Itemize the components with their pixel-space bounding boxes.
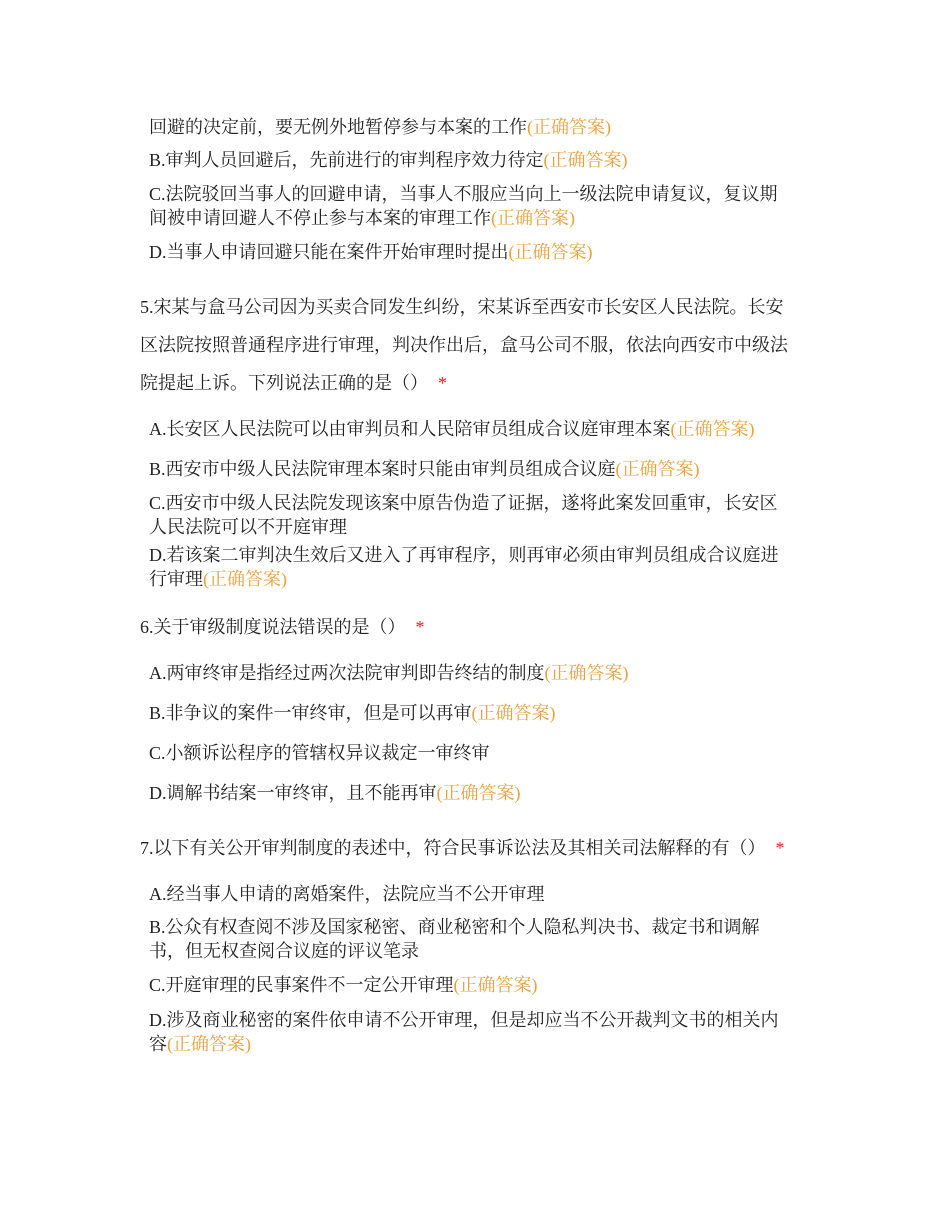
prev-option-c-line1[interactable] — [149, 182, 778, 206]
option-text: 行审理 — [149, 569, 203, 589]
question-text: 6.关于审级制度说法错误的是（） — [140, 617, 406, 637]
correct-answer-tag: (正确答案) — [167, 1034, 251, 1054]
q6-option-a[interactable] — [149, 661, 629, 685]
correct-answer-tag: (正确答案) — [544, 663, 629, 683]
q5-option-c-line1[interactable] — [149, 491, 778, 515]
correct-answer-tag: (正确答案) — [471, 703, 556, 723]
q7-option-b-line1[interactable] — [149, 915, 760, 939]
option-text: B.西安市中级人民法院审理本案时只能由审判员组成合议庭 — [149, 459, 616, 479]
correct-answer-tag: (正确答案) — [527, 117, 611, 137]
correct-answer-tag: (正确答案) — [453, 975, 538, 995]
option-text: D.当事人申请回避只能在案件开始审理时提出 — [149, 242, 509, 262]
q6-option-b[interactable] — [149, 701, 556, 725]
option-text: 回避的决定前，要无例外地暂停参与本案的工作 — [149, 117, 527, 137]
correct-answer-tag: (正确答案) — [203, 569, 287, 589]
q7-option-c[interactable] — [149, 973, 538, 997]
correct-answer-tag: (正确答案) — [436, 783, 521, 803]
prev-option-c-line2[interactable] — [149, 206, 575, 230]
question-text: 7.以下有关公开审判制度的表述中，符合民事诉讼法及其相关司法解释的有（） — [140, 838, 766, 858]
correct-answer-tag: (正确答案) — [508, 242, 593, 262]
option-text: 书，但无权查阅合议庭的评议笔录 — [149, 941, 419, 961]
question-text: 院提起上诉。下列说法正确的是（） — [140, 373, 428, 393]
q5-title-line1 — [140, 295, 784, 319]
option-text: 间被申请回避人不停止参与本案的审理工作 — [149, 208, 491, 228]
option-text: D.调解书结案一审终审，且不能再审 — [149, 783, 437, 803]
q5-option-c-line2[interactable] — [149, 515, 347, 539]
required-mark: * — [415, 617, 425, 637]
prev-option-b[interactable] — [149, 148, 628, 172]
option-text: B.审判人员回避后，先前进行的审判程序效力待定 — [149, 150, 544, 170]
q5-title-line2 — [140, 333, 788, 357]
option-text: C.法院驳回当事人的回避申请，当事人不服应当向上一级法院申请复议，复议期 — [149, 184, 778, 204]
option-text: B.非争议的案件一审终审，但是可以再审 — [149, 703, 472, 723]
required-mark: * — [438, 373, 447, 393]
option-text: C.开庭审理的民事案件不一定公开审理 — [149, 975, 454, 995]
correct-answer-tag: (正确答案) — [491, 208, 575, 228]
q5-option-d-line1[interactable] — [149, 543, 779, 567]
option-text: 人民法院可以不开庭审理 — [149, 517, 347, 537]
required-mark: * — [775, 838, 785, 858]
q6-option-c[interactable] — [149, 741, 490, 765]
option-text: 容 — [149, 1034, 167, 1054]
prev-option-a-tail[interactable] — [149, 115, 611, 139]
prev-option-d[interactable] — [149, 240, 593, 264]
q7-option-a[interactable] — [149, 882, 545, 906]
q5-option-a[interactable] — [149, 417, 755, 441]
correct-answer-tag: (正确答案) — [615, 459, 700, 479]
option-text: C.小额诉讼程序的管辖权异议裁定一审终审 — [149, 743, 490, 763]
correct-answer-tag: (正确答案) — [543, 150, 628, 170]
option-text: D.涉及商业秘密的案件依申请不公开审理，但是却应当不公开裁判文书的相关内 — [149, 1010, 779, 1030]
q7-option-b-line2[interactable] — [149, 939, 419, 963]
q5-option-d-line2[interactable] — [149, 567, 287, 591]
option-text: A.经当事人申请的离婚案件，法院应当不公开审理 — [149, 884, 545, 904]
q7-option-d-line1[interactable] — [149, 1008, 779, 1032]
question-text: 区法院按照普通程序进行审理，判决作出后，盒马公司不服，依法向西安市中级法 — [140, 335, 788, 355]
q7-title — [140, 836, 785, 860]
option-text: C.西安市中级人民法院发现该案中原告伪造了证据，遂将此案发回重审，长安区 — [149, 493, 778, 513]
option-text: B.公众有权查阅不涉及国家秘密、商业秘密和个人隐私判决书、裁定书和调解 — [149, 917, 760, 937]
q6-title — [140, 615, 425, 639]
q6-option-d[interactable] — [149, 781, 521, 805]
option-text: D.若该案二审判决生效后又进入了再审程序，则再审必须由审判员组成合议庭进 — [149, 545, 779, 565]
option-text: A.长安区人民法院可以由审判员和人民陪审员组成合议庭审理本案 — [149, 419, 671, 439]
q5-title-line3 — [140, 371, 447, 395]
q5-option-b[interactable] — [149, 457, 700, 481]
option-text: A.两审终审是指经过两次法院审判即告终结的制度 — [149, 663, 545, 683]
q7-option-d-line2[interactable] — [149, 1032, 251, 1056]
question-text: 5.宋某与盒马公司因为买卖合同发生纠纷，宋某诉至西安市长安区人民法院。长安 — [140, 297, 784, 317]
correct-answer-tag: (正确答案) — [670, 419, 755, 439]
